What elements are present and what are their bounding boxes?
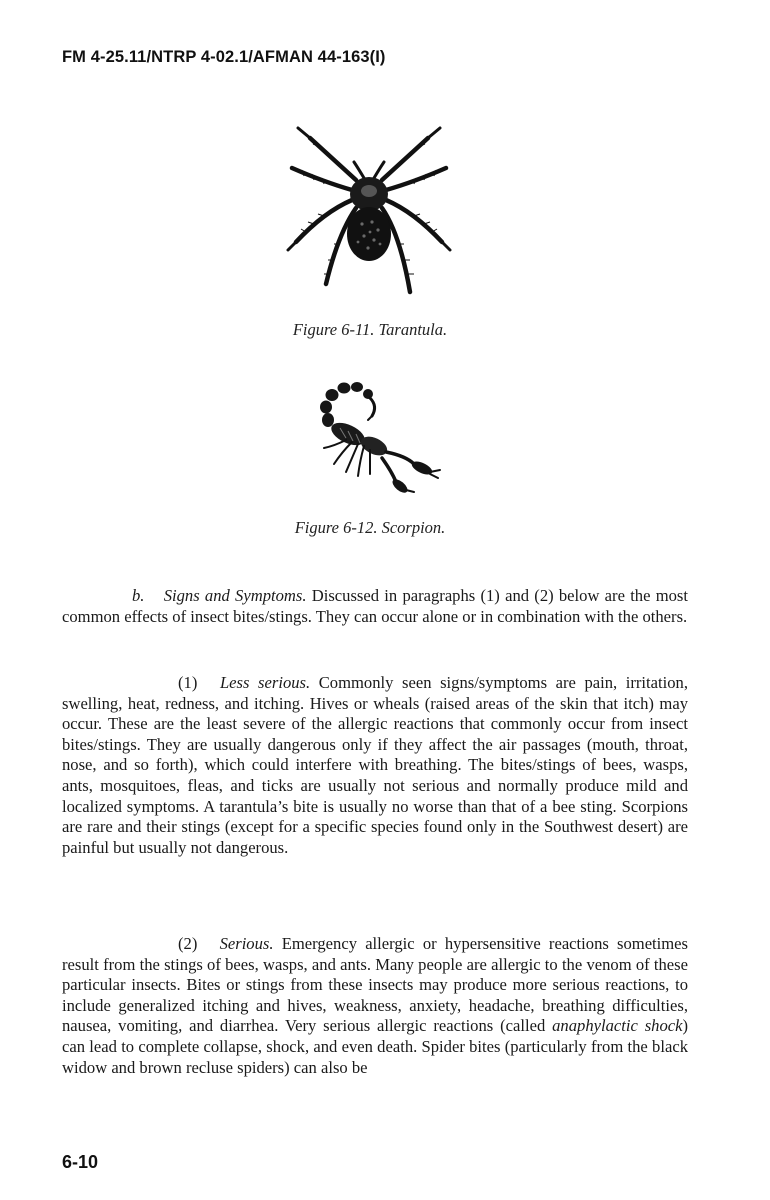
paragraph-title: Serious.	[219, 934, 274, 953]
paragraph-serious	[62, 934, 688, 1078]
paragraph-less-serious	[62, 673, 688, 858]
paragraph-body-continued: ) can lead to complete collapse, shock, and even death. Spider bites (particularly from the black widow and brown recluse spiders) can also be	[62, 1016, 689, 1077]
paragraph-body: Commonly seen signs/symptoms are pain, irritation, swelling, heat, redness, and itching. Hives or wheals (raised areas of the skin that itch) may occur. These are the least severe of the allergic reactions that commonly occur from insect bites/stings. They are usually dangerous only if they affect the air passages (mouth, throat, nose, and so forth), which could interfere with breathing. The bites/stings of bees, wasps, ants, mosquitoes, fleas, and ticks are usually not serious and normally produce mild and localized symptoms. A tarantula’s bite is usually no worse than that of a bee sting. Scorpions are rare and their stings (except for a specific species found only in the Southwest desert) are painful but usually not dangerous.	[62, 673, 688, 857]
tarantula-figure	[0, 124, 770, 296]
figure-6-11-caption: Figure 6-11. Tarantula.	[292, 320, 448, 339]
paragraph-title: Less serious.	[219, 673, 311, 692]
scorpion-figure	[0, 376, 770, 496]
paragraph-marker: b.	[132, 586, 145, 605]
tarantula-illustration	[284, 124, 454, 296]
paragraph-marker: (2)	[178, 934, 198, 953]
paragraph-body: Emergency allergic or hypersensitive reactions sometimes result from the stings of bees, wasps, and ants. Many people are allergic to the venom of these particular insects. Bites or stings from these insects may produce more serious reactions, to include generalized itching and hives, weakness, anxiety, headache, breathing difficulties, nausea, vomiting, and diarrhea. Very serious allergic reactions (called	[62, 934, 689, 1036]
emphasis-anaphylactic-shock: anaphylactic shock	[552, 1016, 683, 1036]
paragraph-body: Discussed in paragraphs (1) and (2) below are the most common effects of insect bites/stings. They can occur alone or in combination with the others.	[62, 586, 688, 626]
document-header: FM 4-25.11/NTRP 4-02.1/AFMAN 44-163(I)	[62, 48, 386, 66]
page-number: 6-10	[62, 1152, 99, 1172]
paragraph-signs-and-symptoms	[62, 586, 688, 627]
paragraph-title: Signs and Symptoms.	[163, 586, 307, 605]
scorpion-illustration	[296, 376, 446, 496]
paragraph-marker: (1)	[178, 673, 198, 692]
figure-6-12-caption: Figure 6-12. Scorpion.	[294, 518, 446, 537]
